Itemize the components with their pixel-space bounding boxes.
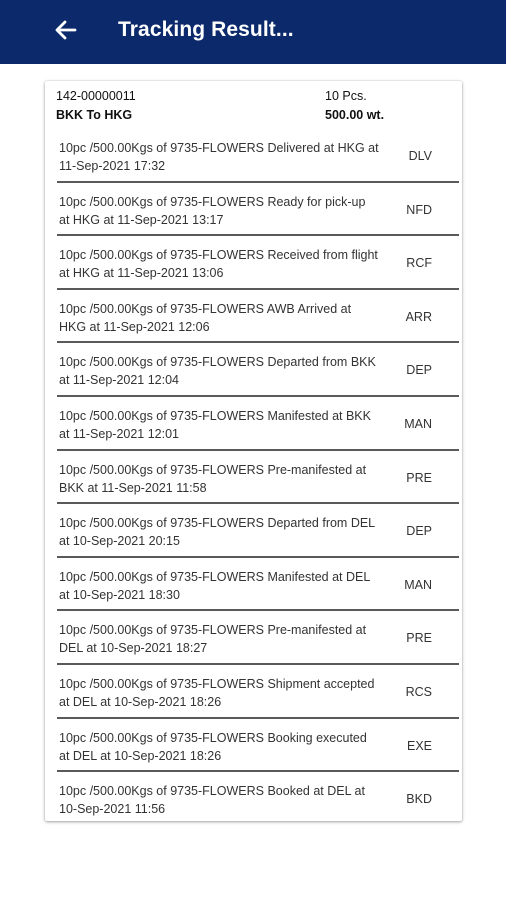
event-status-code: MAN — [404, 577, 432, 592]
back-button[interactable] — [50, 16, 82, 48]
event-status-code: EXE — [406, 738, 432, 753]
event-status-code: BKD — [406, 792, 432, 807]
event-status-code: DEP — [406, 363, 432, 378]
event-status-code: MAN — [404, 417, 432, 431]
event-row — [45, 665, 462, 719]
event-status-code: PRE — [406, 631, 432, 646]
event-row — [45, 451, 462, 505]
shipment-header — [45, 81, 462, 129]
event-status-code: DEP — [406, 524, 432, 539]
tracking-card — [45, 81, 462, 821]
event-description: 10pc /500.00Kgs of 9735-FLOWERS AWB Arrived at HKG at 11-Sep-2021 12:06 — [59, 301, 352, 334]
event-row — [45, 343, 462, 397]
event-description: 10pc /500.00Kgs of 9735-FLOWERS Booking executed at DEL at 10-Sep-2021 18:26 — [59, 730, 367, 763]
page-title: Tracking Result... — [118, 18, 294, 41]
event-description: 10pc /500.00Kgs of 9735-FLOWERS Shipment accepted at DEL at 10-Sep-2021 18:26 — [59, 677, 375, 709]
route: BKK To HKG — [56, 108, 133, 122]
event-description: 10pc /500.00Kgs of 9735-FLOWERS Departed from DEL at 10-Sep-2021 20:15 — [59, 516, 375, 549]
event-row — [45, 719, 462, 773]
event-status-code: DLV — [408, 149, 432, 163]
event-row — [45, 504, 462, 558]
event-row — [45, 183, 462, 237]
awb-number: 142-00000011 — [56, 89, 136, 103]
event-description: 10pc /500.00Kgs of 9735-FLOWERS Ready for pick-up at HKG at 11-Sep-2021 13:17 — [59, 194, 366, 227]
event-status-code: NFD — [406, 202, 432, 217]
weight: 500.00 wt. — [325, 108, 385, 122]
event-status-code: RCF — [406, 256, 432, 271]
event-row — [45, 129, 462, 183]
event-description: 10pc /500.00Kgs of 9735-FLOWERS Received from flight at HKG at 11-Sep-2021 13:06 — [59, 248, 378, 281]
event-row — [45, 236, 462, 290]
event-row — [45, 772, 462, 821]
event-description: 10pc /500.00Kgs of 9735-FLOWERS Delivered at HKG at 11-Sep-2021 17:32 — [59, 141, 379, 173]
event-description: 10pc /500.00Kgs of 9735-FLOWERS Manifested at DEL at 10-Sep-2021 18:30 — [59, 569, 370, 602]
app-bar — [0, 0, 506, 64]
pieces-count: 10 Pcs. — [325, 89, 367, 103]
event-row — [45, 397, 462, 451]
event-description: 10pc /500.00Kgs of 9735-FLOWERS Booked at DEL at 10-Sep-2021 11:56 — [59, 784, 365, 817]
event-status-code: ARR — [405, 309, 432, 324]
event-row — [45, 558, 462, 612]
event-description: 10pc /500.00Kgs of 9735-FLOWERS Pre-manifested at BKK at 11-Sep-2021 11:58 — [59, 462, 367, 495]
event-status-code: RCS — [405, 685, 432, 699]
event-status-code: PRE — [406, 470, 432, 485]
event-row — [45, 290, 462, 344]
arrow-left-icon — [55, 20, 77, 45]
event-row — [45, 611, 462, 665]
event-description: 10pc /500.00Kgs of 9735-FLOWERS Manifested at BKK at 11-Sep-2021 12:01 — [59, 409, 371, 441]
event-description: 10pc /500.00Kgs of 9735-FLOWERS Departed from BKK at 11-Sep-2021 12:04 — [59, 355, 376, 388]
event-description: 10pc /500.00Kgs of 9735-FLOWERS Pre-manifested at DEL at 10-Sep-2021 18:27 — [59, 623, 367, 656]
